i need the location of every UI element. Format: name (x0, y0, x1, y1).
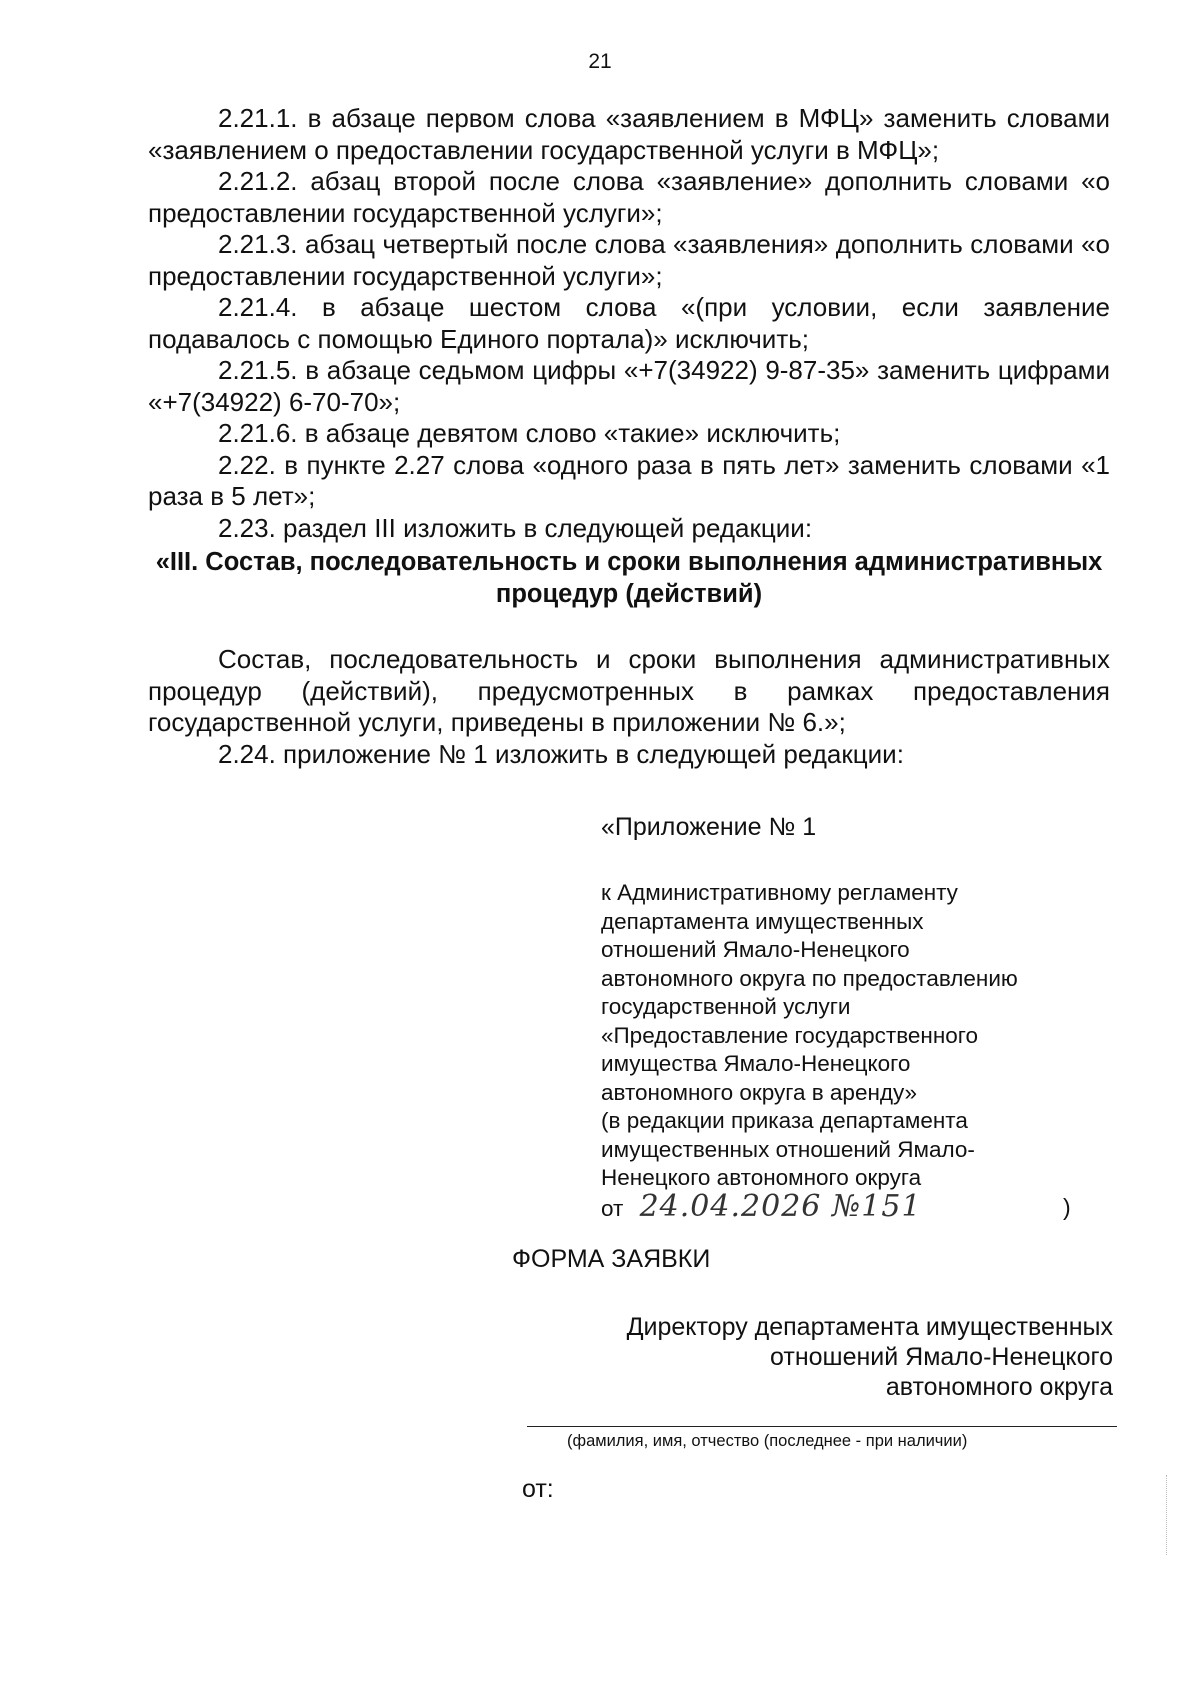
addressee-line: Директору департамента имущественных (626, 1313, 1113, 1341)
scan-margin-mark (1166, 1475, 1167, 1555)
page-number: 21 (588, 50, 612, 73)
paragraph-2-24: 2.24. приложение № 1 изложить в следующей редакции: (218, 738, 904, 769)
appendix-line: (в редакции приказа департамента (601, 1108, 968, 1133)
document-body (148, 103, 1110, 770)
appendix-block (601, 879, 1121, 1223)
appendix-line: отношений Ямало-Ненецкого (601, 937, 910, 962)
paragraph-2-21-6: 2.21.6. в абзаце девятом слово «такие» исключить; (218, 418, 841, 448)
appendix-line: департамента имущественных (601, 908, 924, 934)
appendix-line: к Административному регламенту (601, 880, 958, 905)
appendix-line: «Предоставление государственного (601, 1022, 979, 1048)
paragraph-2-22: 2.22. в пункте 2.27 слова «одного раза в пять лет» заменить словами «1 раза в 5 лет»; (148, 449, 1110, 511)
form-title: ФОРМА ЗАЯВКИ (512, 1245, 711, 1273)
appendix-title: «Приложение № 1 (601, 813, 817, 841)
name-field-line (527, 1426, 1117, 1427)
addressee-line: автономного округа (885, 1373, 1113, 1401)
paragraph-2-21-3: 2.21.3. абзац четвертый после слова «заявления» дополнить словами «о предоставлении государственной услуги»; (148, 229, 1110, 291)
from-label: от: (522, 1475, 554, 1503)
spacer (148, 610, 1110, 644)
closing-paren: ) (1063, 1194, 1071, 1220)
appendix-line: автономного округа в аренду» (601, 1079, 918, 1105)
section-text: Состав, последовательность и сроки выполнения административных процедур (действий), предусмотренных в рамках предоставления государственной услуги, приведены в приложении № 6.»; (148, 644, 1110, 737)
name-field-caption: (фамилия, имя, отчество (последнее - при наличии) (567, 1432, 968, 1450)
paragraph-2-21-5: 2.21.5. в абзаце седьмом цифры «+7(34922) 9-87-35» заменить цифрами «+7(34922) 6-70-70»; (148, 355, 1110, 417)
addressee-block (553, 1312, 1113, 1402)
appendix-line: имущественных отношений Ямало- (601, 1136, 975, 1162)
paragraph-2-21-4: 2.21.4. в абзаце шестом слова «(при условии, если заявление подавалось с помощью Единого портала)» исключить; (148, 292, 1110, 354)
appendix-line: Ненецкого автономного округа (601, 1165, 922, 1190)
appendix-line: автономного округа по предоставлению (601, 965, 1018, 991)
date-prefix: от (601, 1195, 624, 1221)
appendix-line: государственной услуги (601, 994, 851, 1019)
paragraph-2-21-2: 2.21.2. абзац второй после слова «заявление» дополнить словами «о предоставлении государственной услуги»; (148, 166, 1110, 228)
addressee-line: отношений Ямало-Ненецкого (770, 1343, 1113, 1371)
appendix-date-line (601, 1188, 1121, 1224)
handwritten-date: 24.04.2026 №151 (639, 1188, 922, 1224)
paragraph-2-21-1: 2.21.1. в абзаце первом слова «заявлением в МФЦ» заменить словами «заявлением о предоставлении государственной услуги в МФЦ»; (148, 103, 1110, 165)
section-heading: «III. Состав, последовательность и сроки выполнения административных процедур (действий) (155, 548, 1103, 608)
appendix-line: имущества Ямало-Ненецкого (601, 1051, 911, 1076)
paragraph-2-23: 2.23. раздел III изложить в следующей редакции: (218, 512, 813, 543)
